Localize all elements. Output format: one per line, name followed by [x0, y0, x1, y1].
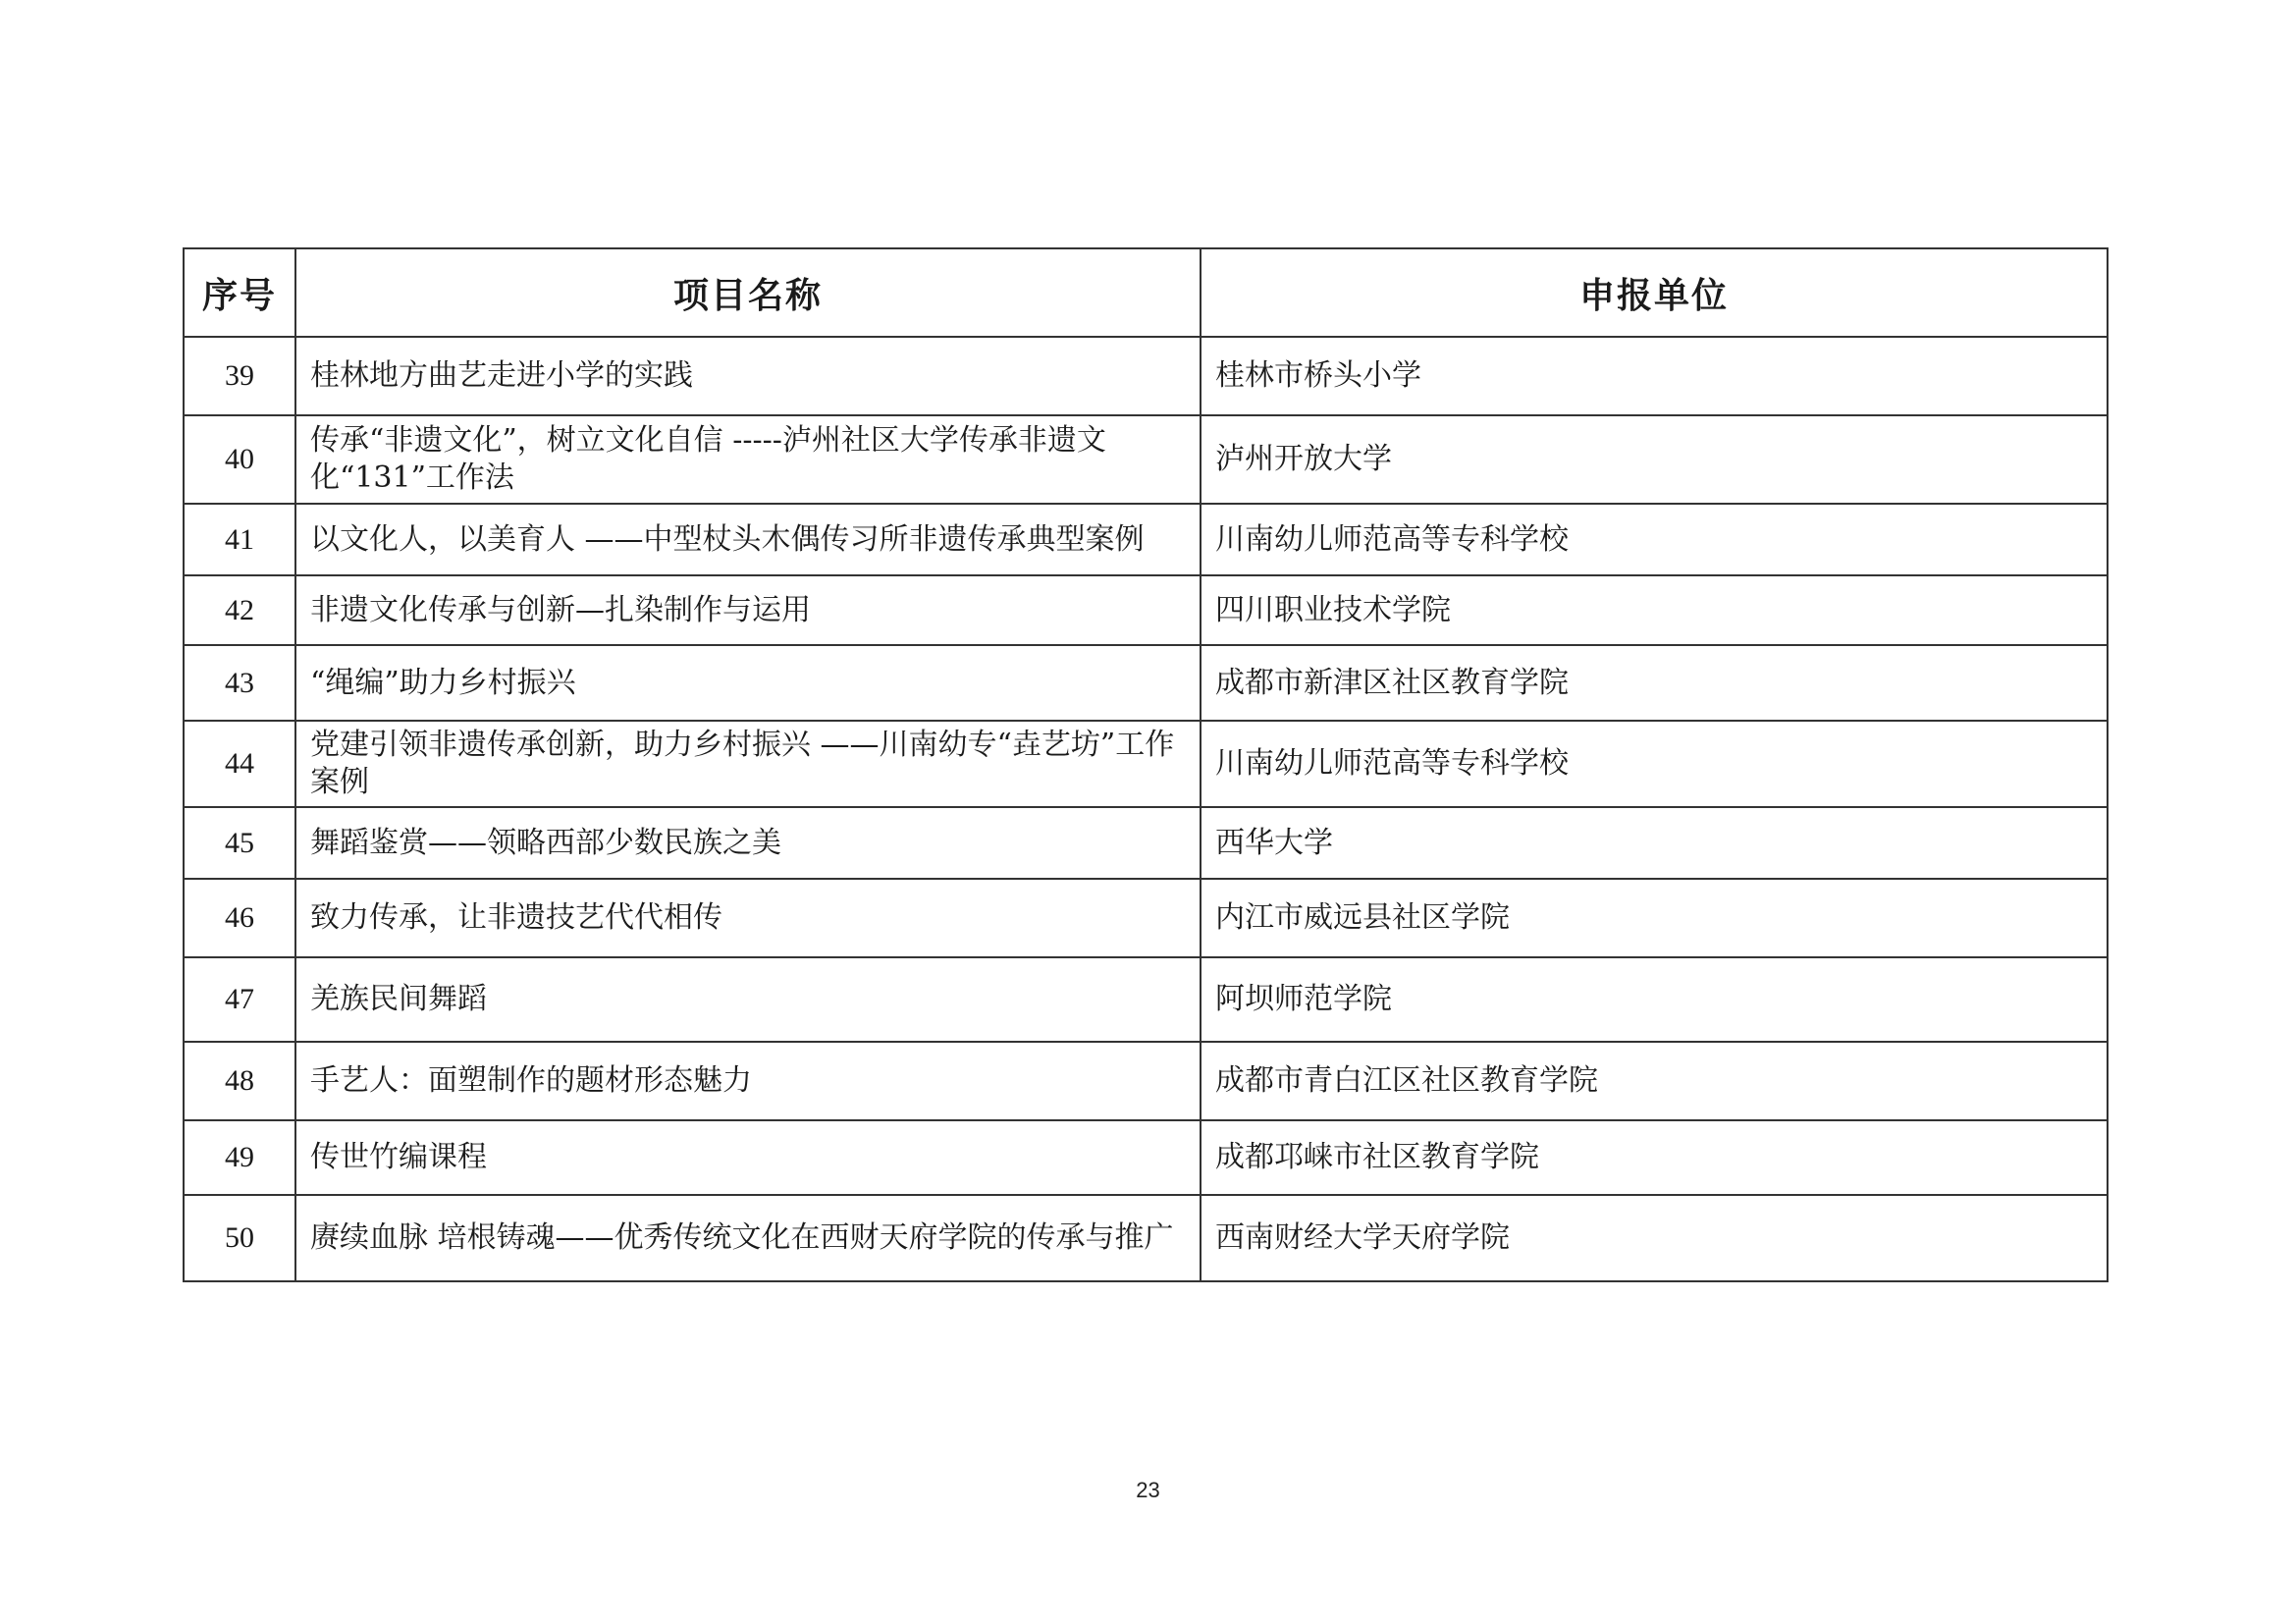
row-num: 43: [184, 645, 295, 721]
table-header-row: [184, 248, 2108, 337]
table-row: [184, 1195, 2108, 1281]
row-project-name: 舞蹈鉴赏——领略西部少数民族之美: [295, 807, 1201, 879]
row-unit: 西南财经大学天府学院: [1201, 1195, 2108, 1281]
page-number: 23: [1136, 1478, 1160, 1502]
row-num: 49: [184, 1120, 295, 1195]
row-unit: 泸州开放大学: [1201, 415, 2108, 504]
header-num: 序号: [184, 248, 295, 337]
row-unit: 川南幼儿师范高等专科学校: [1201, 721, 2108, 807]
row-num: 50: [184, 1195, 295, 1281]
table-row: [184, 957, 2108, 1042]
table-row: [184, 415, 2108, 504]
header-unit: 申报单位: [1201, 248, 2108, 337]
row-project-name: 非遗文化传承与创新—扎染制作与运用: [295, 575, 1201, 645]
row-num: 44: [184, 721, 295, 807]
row-unit: 成都邛崃市社区教育学院: [1201, 1120, 2108, 1195]
row-num: 41: [184, 504, 295, 575]
row-num: 47: [184, 957, 295, 1042]
row-num: 46: [184, 879, 295, 957]
row-unit: 内江市威远县社区学院: [1201, 879, 2108, 957]
table-row: [184, 1120, 2108, 1195]
row-project-name: “绳编”助力乡村振兴: [295, 645, 1201, 721]
row-num: 42: [184, 575, 295, 645]
table-row: [184, 807, 2108, 879]
row-project-name: 致力传承，让非遗技艺代代相传: [295, 879, 1201, 957]
row-project-name: 党建引领非遗传承创新，助力乡村振兴 ——川南幼专“垚艺坊”工作案例: [295, 721, 1201, 807]
row-num: 45: [184, 807, 295, 879]
header-name: 项目名称: [295, 248, 1201, 337]
row-project-name: 传世竹编课程: [295, 1120, 1201, 1195]
row-unit: 四川职业技术学院: [1201, 575, 2108, 645]
table-row: [184, 645, 2108, 721]
row-unit: 阿坝师范学院: [1201, 957, 2108, 1042]
row-unit: 桂林市桥头小学: [1201, 337, 2108, 415]
table-row: [184, 504, 2108, 575]
row-project-name: 以文化人，以美育人 ——中型杖头木偶传习所非遗传承典型案例: [295, 504, 1201, 575]
row-num: 40: [184, 415, 295, 504]
row-project-name: 手艺人：面塑制作的题材形态魅力: [295, 1042, 1201, 1120]
table-row: [184, 337, 2108, 415]
row-project-name: 传承“非遗文化”，树立文化自信 -----泸州社区大学传承非遗文化“131”工作法: [295, 415, 1201, 504]
table-row: [184, 879, 2108, 957]
row-unit: 西华大学: [1201, 807, 2108, 879]
row-num: 48: [184, 1042, 295, 1120]
row-num: 39: [184, 337, 295, 415]
row-project-name: 桂林地方曲艺走进小学的实践: [295, 337, 1201, 415]
row-unit: 川南幼儿师范高等专科学校: [1201, 504, 2108, 575]
table-row: [184, 575, 2108, 645]
row-unit: 成都市青白江区社区教育学院: [1201, 1042, 2108, 1120]
table-row: [184, 721, 2108, 807]
table-row: [184, 1042, 2108, 1120]
row-project-name: 羌族民间舞蹈: [295, 957, 1201, 1042]
row-project-name: 赓续血脉 培根铸魂——优秀传统文化在西财天府学院的传承与推广: [295, 1195, 1201, 1281]
row-unit: 成都市新津区社区教育学院: [1201, 645, 2108, 721]
project-table: [183, 247, 2109, 1282]
